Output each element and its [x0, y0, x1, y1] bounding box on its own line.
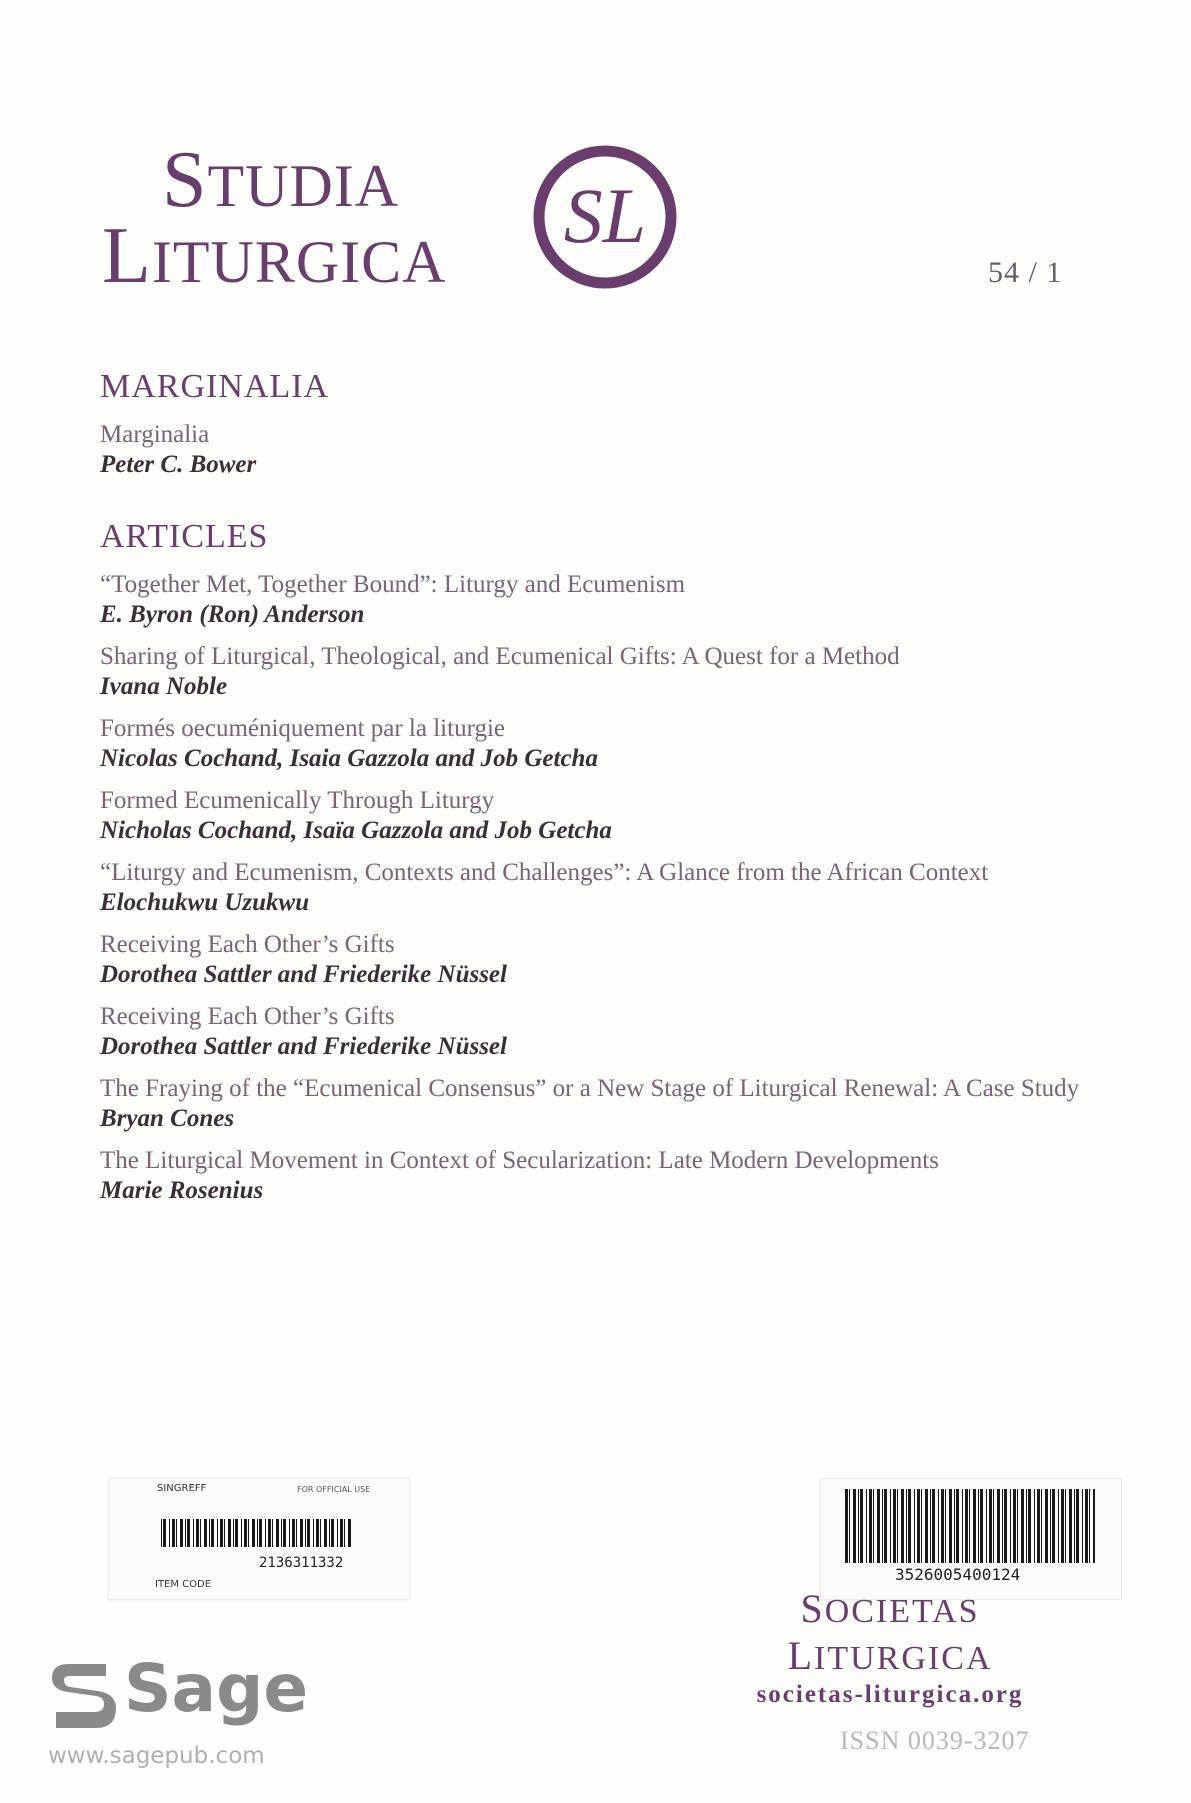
article-authors: Nicholas Cochand, Isaïa Gazzola and Job Getcha	[100, 817, 612, 844]
sl-logo-icon	[530, 142, 680, 292]
article-title: Formed Ecumenically Through Liturgy	[100, 787, 495, 814]
article-authors: Elochukwu Uzukwu	[100, 889, 310, 916]
article-title: “Together Met, Together Bound”: Liturgy and Ecumenism	[100, 571, 686, 598]
publisher-url[interactable]: www.sagepub.com	[48, 1743, 265, 1769]
toc-entry	[100, 1074, 1090, 1134]
article-title: Sharing of Liturgical, Theological, and Ecumenical Gifts: A Quest for a Method	[100, 643, 900, 670]
article-authors: E. Byron (Ron) Anderson	[100, 601, 365, 628]
table-of-contents	[100, 368, 1090, 1218]
society-name: SOCIETAS LITURGICA	[787, 1586, 993, 1678]
issn: ISSN 0039-3207	[840, 1726, 1030, 1755]
barcode-sticker	[820, 1478, 1122, 1600]
article-title: The Fraying of the “Ecumenical Consensus” or a New Stage of Liturgical Renewal: A Case Study	[100, 1075, 1080, 1102]
sticker-number: 2136311332	[259, 1555, 344, 1571]
toc-entry	[100, 930, 1090, 990]
journal-title-line1: STUDIA	[162, 136, 400, 224]
journal-title	[102, 136, 447, 300]
section-heading: MARGINALIA	[100, 368, 330, 405]
barcode-icon	[161, 1519, 351, 1547]
toc-entry	[100, 786, 1090, 846]
issue-number: 54 / 1	[988, 256, 1063, 289]
toc-entry	[100, 1002, 1090, 1062]
publisher-name: Sage	[124, 1650, 309, 1727]
article-authors: Marie Rosenius	[100, 1177, 264, 1204]
item-code-label: ITEM CODE	[155, 1579, 212, 1590]
toc-entry	[100, 420, 1090, 480]
article-authors: Bryan Cones	[100, 1105, 235, 1132]
article-title: Marginalia	[100, 421, 210, 448]
toc-entry	[100, 858, 1090, 918]
article-authors: Nicolas Cochand, Isaia Gazzola and Job Getcha	[100, 745, 598, 772]
library-sticker	[108, 1478, 410, 1600]
sticker-header: SINGREFF	[157, 1483, 207, 1494]
article-title: The Liturgical Movement in Context of Secularization: Late Modern Developments	[100, 1147, 939, 1174]
sticker-header-right: FOR OFFICIAL USE	[297, 1485, 371, 1494]
logo-letters: SL	[563, 172, 647, 259]
society-block	[700, 1585, 1080, 1709]
article-title: Receiving Each Other’s Gifts	[100, 1003, 395, 1030]
article-authors: Dorothea Sattler and Friederike Nüssel	[100, 1033, 507, 1060]
article-title: Formés oecuméniquement par la liturgie	[100, 715, 505, 742]
toc-entry	[100, 570, 1090, 630]
article-title: Receiving Each Other’s Gifts	[100, 931, 395, 958]
journal-title-line2: LITURGICA	[102, 212, 447, 300]
article-authors: Ivana Noble	[100, 673, 228, 700]
sage-s-icon	[46, 1658, 118, 1734]
article-title: “Liturgy and Ecumenism, Contexts and Challenges”: A Glance from the African Context	[100, 859, 989, 886]
section-heading: ARTICLES	[100, 518, 269, 555]
barcode-icon	[845, 1489, 1095, 1563]
barcode-number: 3526005400124	[895, 1565, 1021, 1584]
toc-entry	[100, 1146, 1090, 1206]
toc-entry	[100, 642, 1090, 702]
toc-entry	[100, 714, 1090, 774]
society-url[interactable]: societas-liturgica.org	[756, 1681, 1024, 1708]
article-authors: Peter C. Bower	[100, 451, 257, 478]
article-authors: Dorothea Sattler and Friederike Nüssel	[100, 961, 507, 988]
